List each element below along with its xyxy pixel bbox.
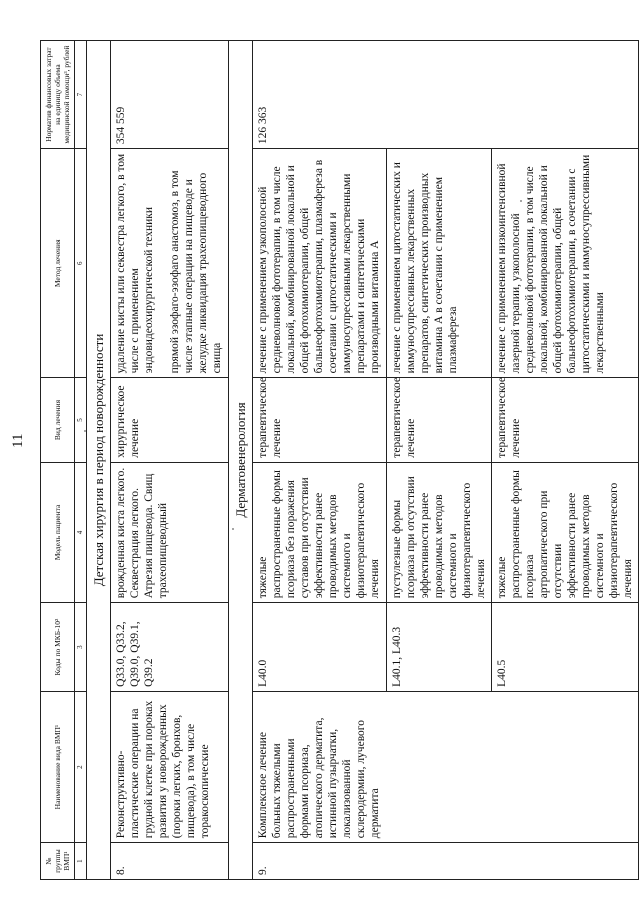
section-title: Детская хирургия в период новорожденности xyxy=(86,41,111,880)
header-group-number: № группы ВМП¹ xyxy=(41,843,75,880)
table-row xyxy=(111,41,228,880)
vmp-name: Реконструктивно-пластические операции на грудной клетке при пороках развития у новорожденных (пороки легких, бронхов, пищевода), в том числе торакоскопические xyxy=(111,691,228,842)
vmp-table xyxy=(40,40,639,880)
column-number: 3 xyxy=(75,603,87,692)
column-number: 6 xyxy=(75,149,87,378)
header-cost-norm: Норматив финансовых затрат на единицу объема медицинской помощи³, рублей xyxy=(41,41,75,149)
column-number-row xyxy=(75,41,87,880)
group-number: 8. xyxy=(111,843,228,880)
section-row xyxy=(86,41,111,880)
treatment-type: хирургическое лечение xyxy=(111,378,228,462)
cost-norm: 126 363 xyxy=(253,41,638,149)
patient-model: тяжелые распространенные формы псориаза без поражения суставов при отсутствии эффективности ранее проводимых методов системного и физиотерапевтического лечения xyxy=(253,462,386,603)
table-row xyxy=(253,41,386,880)
treatment-type: терапевтическое лечение xyxy=(386,378,491,462)
treatment-type: терапевтическое лечение xyxy=(491,378,638,462)
header-vmp-name: Наименование вида ВМП¹ xyxy=(41,691,75,842)
column-number: 4 xyxy=(75,462,87,603)
page-number: 11 xyxy=(10,433,26,448)
section-title: Дерматовенерология xyxy=(228,41,253,880)
cost-norm: 354 559 xyxy=(111,41,228,149)
treatment-type: терапевтическое лечение xyxy=(253,378,386,462)
patient-model: пустулезные формы псориаза при отсутствии эффективности ранее проводимых методов системного и физиотерапевтического лечения xyxy=(386,462,491,603)
treatment-method-cell xyxy=(111,149,228,378)
header-patient-model: Модель пациента xyxy=(41,462,75,603)
icd-codes: L40.5 xyxy=(491,603,638,692)
treatment-method: удаление кисты или секвестра легкого, в том числе с применением эндовидеохирургической техники xyxy=(115,153,156,374)
header-icd-codes: Коды по МКБ-10² xyxy=(41,603,75,692)
treatment-method: лечение с применением узкополосной средневолновой фототерапии, в том числе локальной, комбинированной локальной и общей фотохимиотерапии, общей бальнеофотохимиотерапии, плазмафереза в сочетании с цитостатическими и иммуносупрессивными лекарственными препаратами и синтетическими производными витамина А xyxy=(253,149,386,378)
treatment-method: лечение с применением низкоинтенсивной лазерной терапии, узкополосной средневолновой фототерапии, в том числе локальной, комбинированной локальной и общей фотохимиотерапии, общей бальнеофотохимиотерапии, в сочетании с цитостатическими и иммуносупрессивными лекарственными xyxy=(491,149,638,378)
rotated-document xyxy=(40,40,634,880)
header-treatment-method: Метод лечения xyxy=(41,149,75,378)
column-number: 5 xyxy=(75,378,87,462)
column-number: 2 xyxy=(75,691,87,842)
header-row xyxy=(41,41,75,880)
column-number: 1 xyxy=(75,843,87,880)
header-treatment-type: Вид лечения xyxy=(41,378,75,462)
treatment-method: прямой эзофаго-эзофаго анастомоз, в том числе этапные операции на пищеводе и желудке ликвидация трахеопищеводного свища xyxy=(169,170,224,374)
patient-model: врожденная киста легкого. Секвестрация легкого. Атрезия пищевода. Свищ трахеопищеводный xyxy=(111,462,228,603)
patient-model: тяжелые распространенные формы псориаза артропатического при отсутствии эффективности ранее проводимых методов системного и физиотерапевтического лечения xyxy=(491,462,638,603)
treatment-method: лечение с применением цитостатических и иммуносупрессивных лекарственных препаратов, синтетических производных витамина А в сочетании с применением плазмафереза xyxy=(386,149,491,378)
column-number: 7 xyxy=(75,41,87,149)
icd-codes: Q33.0, Q33.2, Q39.0, Q39.1, Q39.2 xyxy=(111,603,228,692)
section-row xyxy=(228,41,253,880)
vmp-name: Комплексное лечение больных тяжелыми распространенными формами псориаза, атопического дерматита, истинной пузырчатки, локализованной склеродермии, лучевого дерматита xyxy=(253,691,638,842)
group-number: 9. xyxy=(253,843,638,880)
icd-codes: L40.1, L40.3 xyxy=(386,603,491,692)
icd-codes: L40.0 xyxy=(253,603,386,692)
